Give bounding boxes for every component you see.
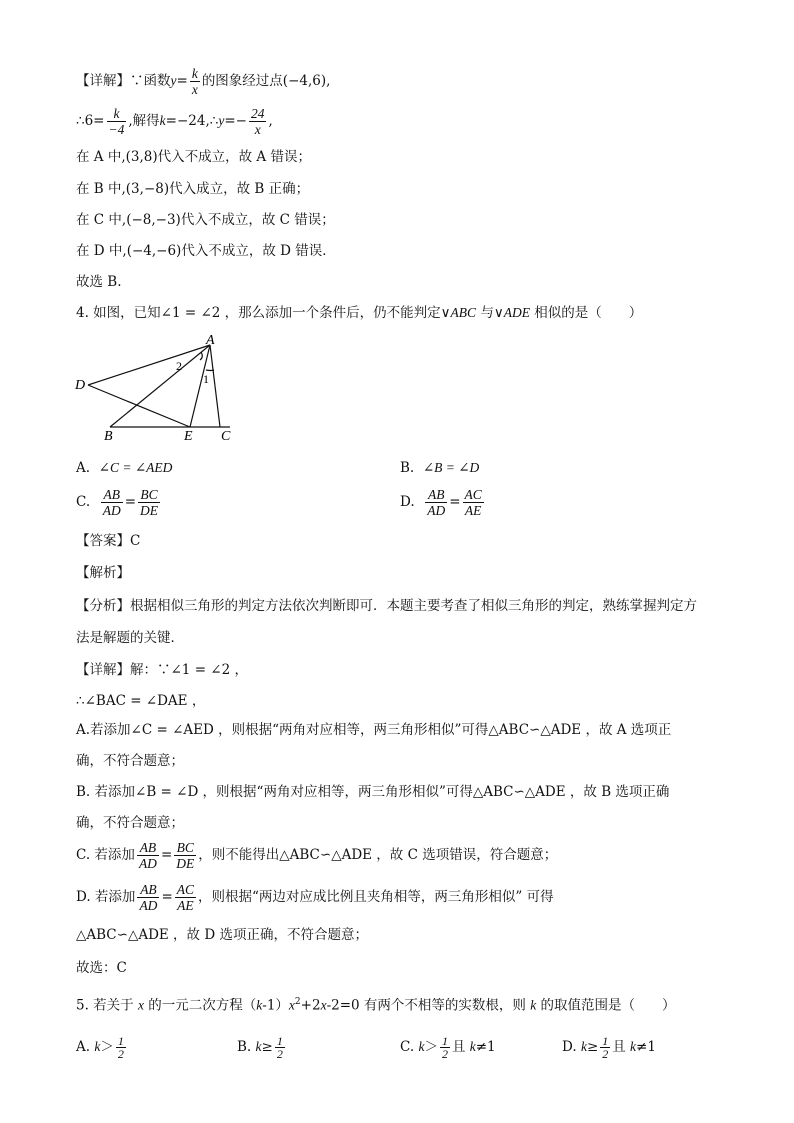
answer-line: 【答案】C <box>76 533 141 549</box>
option-b-explain-1: B. 若添加∠B = ∠D ，则根据“两角对应相等，两三角形相似”可得△ABC∽△ADE ，故 B 选项正确 <box>76 784 670 800</box>
angle-2-label: 2 <box>176 359 182 373</box>
detail-q4-line-2: ∴∠BAC = ∠DAE ， <box>76 693 206 709</box>
option-a-explain-1: A.若添加∠C = ∠AED ，则根据“两角对应相等，两三角形相似”可得△ABC∽△ADE ，故 A 选项正 <box>76 722 672 738</box>
question-5-stem: 5. 若关于 x 的一元二次方程$(k-1)x^2+2x-2=0$ 有两个不相等的实数根，则 k 的取值范围是（ ） <box>76 997 676 1014</box>
q5-option-c: C. k＞ $\frac{1}{2}$ 且 k≠1 <box>400 1034 496 1061</box>
choice-line: 故选：C <box>76 960 127 976</box>
option-b-explain-2: 确，不符合题意； <box>76 815 184 831</box>
option-a-explain-2: 确，不符合题意； <box>76 753 184 769</box>
fraction: $\frac{k}{x}$ <box>191 66 198 97</box>
option-c: C. $\frac{AB}{AD}$ = $\frac{BC}{DE}$ <box>76 487 159 518</box>
detail-line-7: 故选 B. <box>76 274 122 290</box>
triangle-figure <box>70 330 250 445</box>
angle-1-label: 1 <box>203 372 209 386</box>
detail-line-2: ∴6= $\frac{k}{-4}$ ,解得k=−24,∴y=− $\frac{24}{x}$ , <box>76 106 273 137</box>
vertex-a: A <box>206 333 215 348</box>
vertex-e: E <box>184 429 193 444</box>
q5-option-a: A. k＞ $\frac{1}{2}$ <box>76 1034 124 1061</box>
analysis-heading: 【解析】 <box>76 565 130 581</box>
fraction: $\frac{24}{x}$ <box>250 106 265 137</box>
vertex-b: B <box>104 429 113 444</box>
q5-option-d: D. k≥ $\frac{1}{2}$ 且 k≠1 <box>562 1034 656 1061</box>
detail-line-3: 在 A 中,(3,8)代入不成立，故 A 错误； <box>76 149 311 165</box>
option-a: A. ∠C = ∠AED <box>76 460 173 476</box>
option-d: D. $\frac{AB}{AD}$ = $\frac{AC}{AE}$ <box>400 487 482 518</box>
analysis-line-2: 法是解题的关键． <box>76 630 184 646</box>
vertex-d: D <box>75 378 86 393</box>
option-c-explain: C. 若添加 $\frac{AB}{AD}$ = $\frac{BC}{DE}$ ，则不能得出△ABC∽△ADE ，故 C 选项错误，符合题意； <box>76 840 558 871</box>
vertex-c: C <box>221 429 231 444</box>
detail-line-6: 在 D 中,(−4,−6)代入不成立，故 D 错误． <box>76 243 336 259</box>
analysis-line-1: 【分析】根据相似三角形的判定方法依次判断即可．本题主要考查了相似三角形的判定，熟练掌握判定方 <box>76 598 697 614</box>
detail-line-5: 在 C 中,(−8,−3)代入不成立，故 C 错误； <box>76 212 335 228</box>
detail-line-4: 在 B 中,(3,−8)代入成立，故 B 正确； <box>76 181 310 197</box>
fraction: $\frac{k}{-4}$ <box>108 106 125 137</box>
option-d-explain-2: △ABC∽△ADE ，故 D 选项正确，不符合题意； <box>76 927 368 943</box>
option-d-explain-1: D. 若添加 $\frac{AB}{AD}$ = $\frac{AC}{AE}$ ，则根据“两边对应成比例且夹角相等，两三角形相似” 可得 <box>76 882 554 913</box>
question-4-stem: 4. 如图，已知∠1 = ∠2 ，那么添加一个条件后，仍不能判定∨ABC 与∨ADE 相似的是（ ） <box>76 305 643 321</box>
detail-q4-line-1: 【详解】解：∵∠1 = ∠2 ， <box>76 662 248 678</box>
detail-text: 【详解】∵函数 <box>76 73 171 89</box>
q5-option-b: B. k≥ $\frac{1}{2}$ <box>237 1034 283 1061</box>
option-b: B. ∠B = ∠D <box>400 460 480 476</box>
detail-line-1: 【详解】∵函数y= $\frac{k}{x}$ 的图象经过点(−4,6), <box>76 66 331 97</box>
